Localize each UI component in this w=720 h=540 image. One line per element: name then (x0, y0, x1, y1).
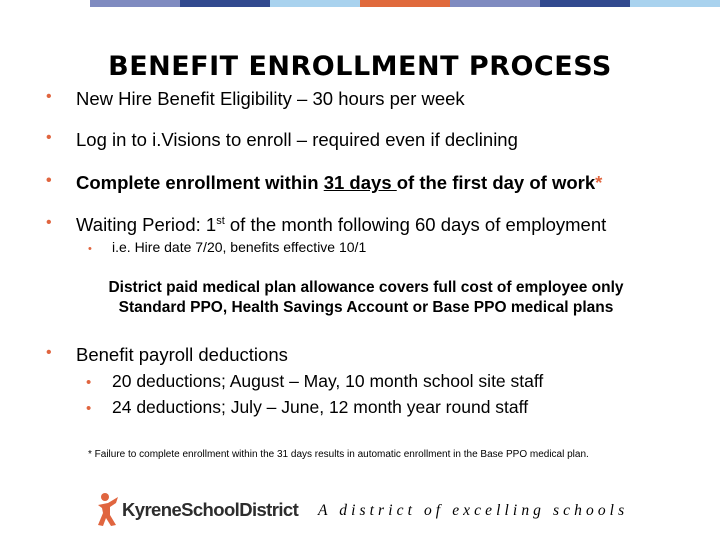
sub-text: i.e. Hire date 7/20, benefits effective 10/1 (112, 239, 367, 255)
waiting-example (88, 239, 366, 255)
bullet-text: Benefit payroll deductions (76, 344, 288, 365)
allowance-line: Standard PPO, Health Savings Account or Base PPO medical plans (118, 299, 614, 316)
allowance-line: District paid medical plan allowance covers full cost of employee only (108, 279, 624, 296)
text-part: of the first day of work (396, 172, 596, 193)
bullet-dot: • (86, 374, 92, 391)
text-part: Waiting Period: 1 (76, 214, 217, 235)
page-title: BENEFIT ENROLLMENT PROCESS (108, 51, 612, 82)
bullet-dot: • (46, 344, 52, 361)
color-segment (270, 0, 360, 7)
bullet-dot: • (46, 129, 52, 146)
district-logo (96, 491, 299, 529)
payroll-item (86, 397, 528, 418)
payroll-item-text: 20 deductions; August – May, 10 month school site staff (112, 371, 544, 391)
text-part: Complete enrollment within (76, 172, 324, 193)
superscript: st (216, 214, 225, 227)
logo-wordmark: KyreneSchoolDistrict (122, 499, 299, 520)
color-segment (180, 0, 270, 7)
logo-figure-icon (96, 491, 122, 529)
tagline: A district of excelling schools (318, 502, 629, 519)
bullet-text (76, 172, 602, 194)
bullet-dot: • (86, 400, 92, 417)
color-segment (90, 0, 180, 7)
color-segment (360, 0, 450, 7)
bullet-dot: • (46, 214, 52, 231)
underlined-days: 31 days (323, 172, 397, 193)
asterisk-mark: * (595, 172, 603, 193)
bullet-text (76, 214, 606, 236)
text-part: of the month following 60 days of employment (224, 214, 607, 235)
color-segment (450, 0, 540, 7)
bullet-text: New Hire Benefit Eligibility – 30 hours per week (76, 88, 465, 109)
color-segment (630, 0, 720, 7)
bullet-dot: • (46, 172, 52, 189)
payroll-item-text: 24 deductions; July – June, 12 month year round staff (112, 397, 529, 417)
top-color-bar (0, 0, 720, 7)
bullet-text: Log in to i.Visions to enroll – required even if declining (76, 129, 518, 150)
color-segment (0, 0, 90, 7)
footnote: * Failure to complete enrollment within the 31 days results in automatic enrollment in the Base PPO medical plan. (88, 449, 589, 460)
payroll-item (86, 371, 543, 392)
color-segment (540, 0, 630, 7)
allowance-notice (0, 278, 720, 318)
bullet-dot: • (88, 243, 92, 255)
bullet-dot: • (46, 88, 52, 105)
